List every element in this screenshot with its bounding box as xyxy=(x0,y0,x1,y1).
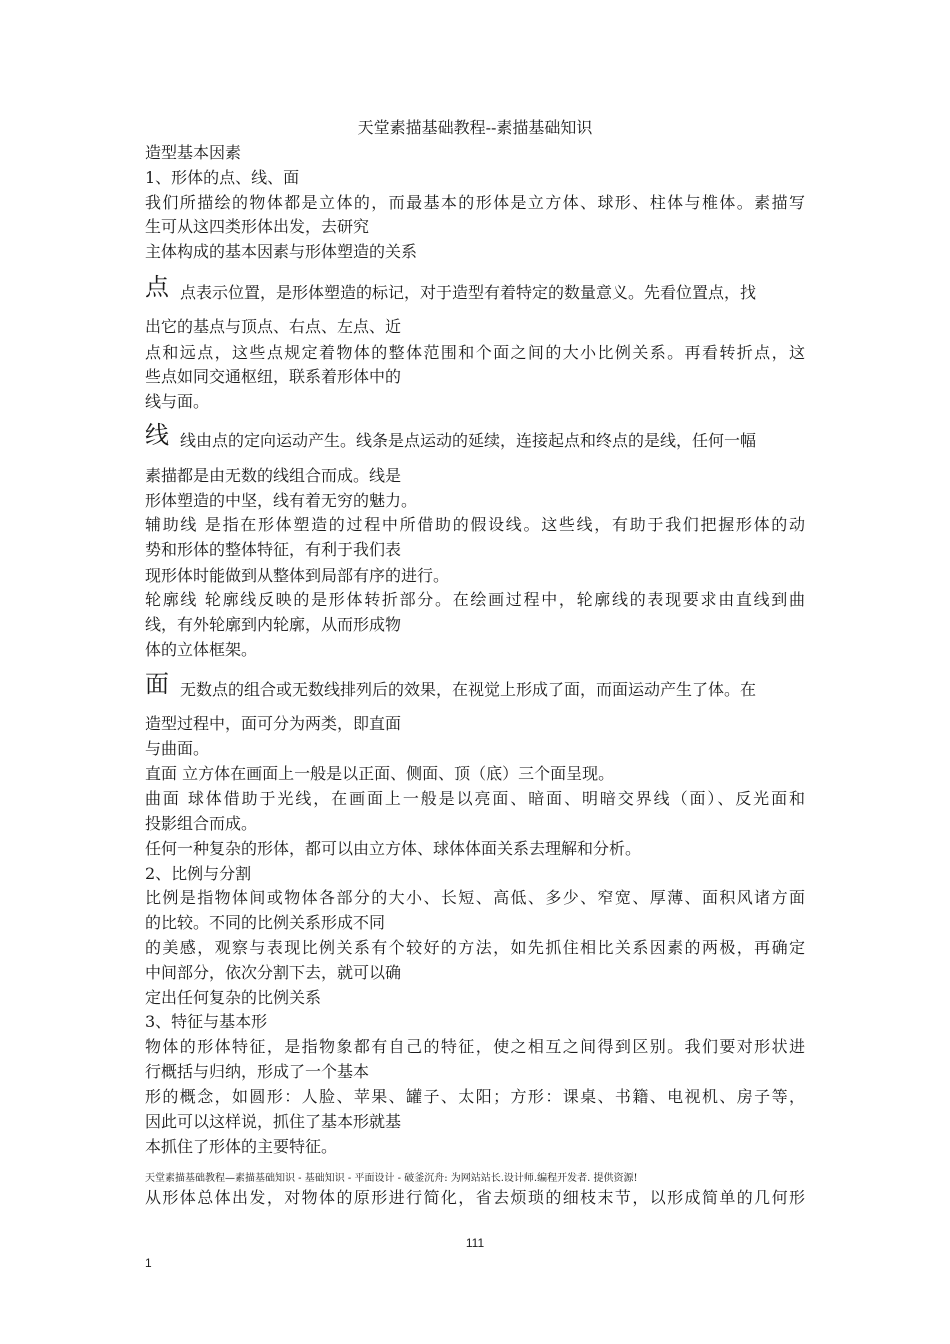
paragraph-line: 些点如同交通枢纽，联系着形体中的 xyxy=(145,367,402,386)
paragraph-line: 我们所描绘的物体都是立体的，而最基本的形体是立方体、球形、柱体与椎体。素描写 xyxy=(145,193,805,212)
paragraph-line: 现形体时能做到从整体到局部有序的进行。 xyxy=(145,566,450,585)
paragraph-line: 直面 立方体在画面上一般是以正面、侧面、顶（底）三个面呈现。 xyxy=(145,764,615,783)
subsection-heading: 2、比例与分割 xyxy=(145,864,252,883)
paragraph-line: 主体构成的基本因素与形体塑造的关系 xyxy=(145,242,418,261)
page-footer-text: 天堂素描基础教程—素描基础知识 - 基础知识 - 平面设计 - 破釜沉舟: 为网站站长.设计师.编程开发者. 提供资源! xyxy=(145,1173,638,1184)
paragraph-line: 形体塑造的中坚，线有着无穷的魅力。 xyxy=(145,491,418,510)
paragraph-line: 行概括与归纳，形成了一个基本 xyxy=(145,1062,370,1081)
dot-heading: 点 xyxy=(145,273,169,301)
surface-heading: 面 xyxy=(145,670,169,698)
paragraph-line: 生可从这四类形体出发，去研究 xyxy=(145,217,370,236)
paragraph-line: 点和远点，这些点规定着物体的整体范围和个面之间的大小比例关系。再看转折点，这 xyxy=(145,343,805,362)
paragraph-line: 线由点的定向运动产生。线条是点运动的延续，连接起点和终点的是线，任何一幅 xyxy=(180,431,757,450)
page-number: 111 xyxy=(465,1236,485,1250)
paragraph-line: 定出任何复杂的比例关系 xyxy=(145,988,322,1007)
paragraph-line: 中间部分，依次分割下去，就可以确 xyxy=(145,963,402,982)
corner-number: 1 xyxy=(145,1256,152,1270)
paragraph-line: 从形体总体出发，对物体的原形进行简化，省去烦琐的细枝末节，以形成简单的几何形 xyxy=(145,1188,805,1207)
paragraph-line: 线与面。 xyxy=(145,392,210,411)
paragraph-line: 比例是指物体间或物体各部分的大小、长短、高低、多少、窄宽、厚薄、面积风诸方面 xyxy=(145,888,805,907)
paragraph-line: 出它的基点与顶点、右点、左点、近 xyxy=(145,317,402,336)
paragraph-line: 辅助线 是指在形体塑造的过程中所借助的假设线。这些线，有助于我们把握形体的动 xyxy=(145,515,805,534)
paragraph-line: 造型过程中，面可分为两类，即直面 xyxy=(145,714,402,733)
paragraph-line: 素描都是由无数的线组合而成。线是 xyxy=(145,466,402,485)
paragraph-line: 体的立体框架。 xyxy=(145,640,258,659)
line-heading: 线 xyxy=(145,421,169,449)
paragraph-line: 的比较。不同的比例关系形成不同 xyxy=(145,913,386,932)
subsection-heading: 1、形体的点、线、面 xyxy=(145,168,300,187)
document-title: 天堂素描基础教程--素描基础知识 xyxy=(357,118,593,137)
paragraph-line: 曲面 球体借助于光线，在画面上一般是以亮面、暗面、明暗交界线（面）、反光面和 xyxy=(145,789,805,808)
section-heading: 造型基本因素 xyxy=(145,143,242,162)
paragraph-line: 投影组合而成。 xyxy=(145,814,258,833)
paragraph-line: 点表示位置，是形体塑造的标记，对于造型有着特定的数量意义。先看位置点，找 xyxy=(180,283,757,302)
paragraph-line: 的美感，观察与表现比例关系有个较好的方法，如先抓住相比关系因素的两极，再确定 xyxy=(145,938,805,957)
paragraph-line: 物体的形体特征，是指物象都有自己的特征，使之相互之间得到区别。我们要对形状进 xyxy=(145,1037,805,1056)
paragraph-line: 势和形体的整体特征，有利于我们表 xyxy=(145,540,402,559)
paragraph-line: 轮廓线 轮廓线反映的是形体转折部分。在绘画过程中，轮廓线的表现要求由直线到曲 xyxy=(145,590,805,609)
paragraph-line: 无数点的组合或无数线排列后的效果，在视觉上形成了面，而面运动产生了体。在 xyxy=(180,680,757,699)
paragraph-line: 任何一种复杂的形体，都可以由立方体、球体体面关系去理解和分析。 xyxy=(145,839,642,858)
paragraph-line: 本抓住了形体的主要特征。 xyxy=(145,1137,338,1156)
paragraph-line: 因此可以这样说，抓住了基本形就基 xyxy=(145,1112,402,1131)
paragraph-line: 形的概念，如圆形：人脸、苹果、罐子、太阳；方形：课桌、书籍、电视机、房子等， xyxy=(145,1087,805,1106)
paragraph-line: 线，有外轮廓到内轮廓，从而形成物 xyxy=(145,615,402,634)
subsection-heading: 3、特征与基本形 xyxy=(145,1012,268,1031)
paragraph-line: 与曲面。 xyxy=(145,739,210,758)
